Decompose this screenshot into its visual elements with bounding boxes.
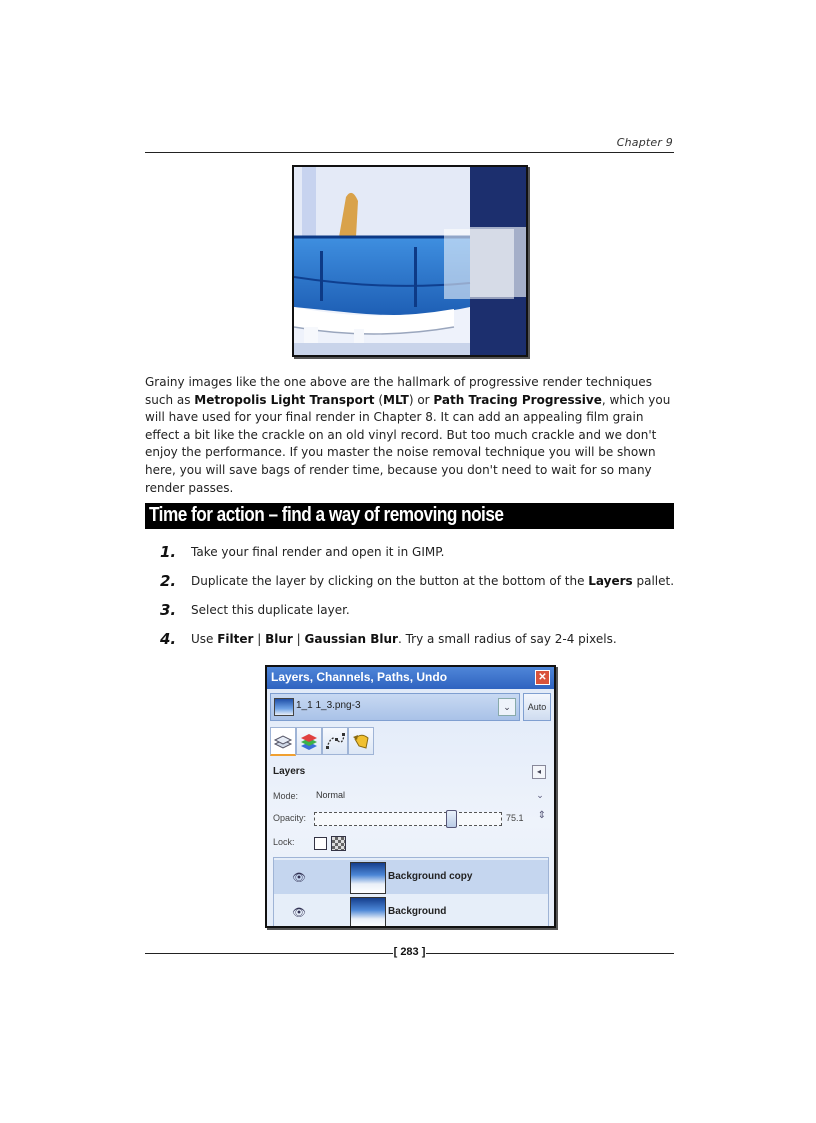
step-number: 4. (160, 630, 177, 648)
layer-name: Background copy (388, 871, 473, 882)
layer-thumbnail (350, 897, 386, 928)
step-text: Select this duplicate layer. (191, 603, 350, 617)
gimp-layers-dock (265, 665, 556, 928)
menu-filter: Filter (217, 632, 254, 646)
tab-channels[interactable] (296, 727, 322, 755)
mode-label: Mode: (273, 791, 299, 801)
step-1 (160, 543, 680, 565)
spin-arrows-icon[interactable]: ⇕ (537, 810, 546, 821)
menu-separator: | (253, 632, 266, 646)
step-2 (160, 572, 680, 594)
render-photo (292, 165, 528, 357)
layers-panel-title: Layers (273, 766, 306, 777)
step-number: 3. (160, 601, 177, 619)
term-path-tracing: Path Tracing Progressive (433, 392, 602, 407)
lock-label: Lock: (273, 837, 295, 847)
footer-rule (145, 953, 393, 954)
close-icon[interactable]: ✕ (535, 670, 550, 685)
chevron-down-icon[interactable]: ⌄ (498, 698, 516, 716)
step-text-part: Use (191, 632, 218, 646)
lock-pixels-checkbox[interactable] (314, 837, 327, 850)
opacity-slider-handle[interactable] (446, 810, 457, 828)
tab-layers[interactable] (270, 727, 296, 756)
body-text: ( (374, 392, 384, 407)
panel-menu-icon[interactable]: ◂ (532, 765, 546, 779)
step-text-part: pallet. (632, 574, 675, 588)
term-layers: Layers (588, 574, 633, 588)
step-4 (160, 630, 680, 652)
header-rule (145, 152, 674, 153)
mode-select[interactable]: Normal (316, 790, 346, 800)
body-text: ) or (408, 392, 434, 407)
step-text-part: . Try a small radius of say 2-4 pixels. (397, 632, 617, 646)
step-text (191, 574, 674, 588)
term-mlt: MLT (383, 392, 409, 407)
menu-separator: | (292, 632, 305, 646)
eye-icon[interactable]: 👁 (292, 907, 306, 919)
footer-rule (426, 953, 674, 954)
opacity-value[interactable]: 75.1 (506, 813, 524, 823)
step-text-part: Duplicate the layer by clicking on the button at the bottom of the (191, 574, 589, 588)
chevron-down-icon[interactable]: ⌄ (536, 790, 544, 800)
term-mlt-full: Metropolis Light Transport (194, 392, 375, 407)
heading-text: Time for action – find a way of removing noise (149, 504, 504, 526)
opacity-label: Opacity: (273, 813, 307, 823)
body-text: , which you will have used for your final render in Chapter 8. It can add an appealing film grain effect a bit like the crackle on an old vinyl record. But too much crackle and we don't enjoy the performance. If you master the noise removal technique you will be shown here, you will save bags of render time, because you don't need to wait for so many render passes. (145, 392, 671, 495)
dock-tab-bar (270, 727, 550, 757)
auto-button[interactable]: Auto (523, 693, 551, 721)
tab-undo[interactable] (348, 727, 374, 755)
chapter-label: Chapter 9 (616, 136, 673, 149)
lock-alpha-checkbox[interactable] (331, 836, 346, 851)
body-text: Grainy images like the one above are the hallmark of progressive render techniques such as (145, 375, 652, 407)
channels-icon (297, 728, 321, 754)
body-paragraph (145, 374, 675, 497)
time-for-action-heading (145, 503, 674, 529)
render-photo-icon (294, 167, 526, 355)
image-thumbnail (274, 698, 294, 716)
eye-icon[interactable]: 👁 (292, 872, 306, 884)
layers-icon (271, 728, 295, 754)
menu-blur: Blur (265, 632, 293, 646)
layer-list (273, 857, 549, 928)
dock-title: Layers, Channels, Paths, Undo (271, 670, 448, 684)
step-text: Take your final render and open it in GIMP. (191, 545, 445, 559)
layer-row-background-copy[interactable] (274, 860, 548, 894)
dock-titlebar (267, 667, 554, 689)
layer-row-background[interactable] (274, 895, 548, 928)
layers-panel (270, 762, 550, 924)
step-3 (160, 601, 680, 623)
opacity-slider[interactable] (314, 812, 502, 826)
menu-gaussian-blur: Gaussian Blur (304, 632, 398, 646)
image-name: 1_1 1_3.png-3 (296, 700, 361, 711)
step-number: 1. (160, 543, 177, 561)
layer-thumbnail (350, 862, 386, 894)
tab-paths[interactable] (322, 727, 348, 755)
undo-icon (349, 728, 373, 754)
step-number: 2. (160, 572, 177, 590)
image-selector[interactable] (270, 693, 520, 721)
step-text (191, 632, 617, 646)
layer-name: Background (388, 906, 447, 917)
page-number: [ 283 ] (393, 946, 426, 958)
paths-icon (323, 728, 347, 754)
